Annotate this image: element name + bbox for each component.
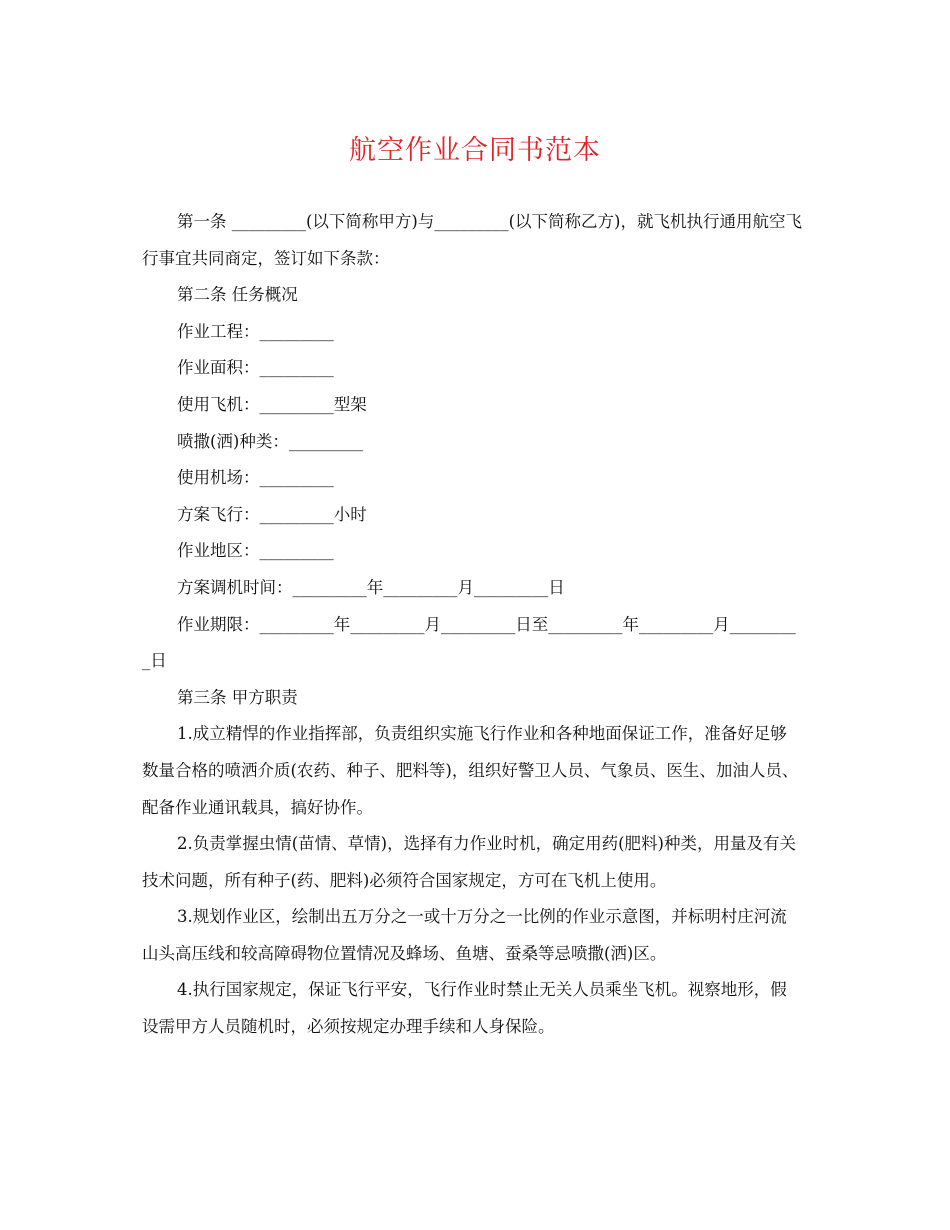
field-aircraft: 使用飞机：_________型架 <box>177 394 367 414</box>
duty-item-2: 2.负责掌握虫情(苗情、草情)，选择有力作业时机，确定用药(肥料)种类，用量及有关技术问题，所有种子(药、肥料)必须符合国家规定，方可在飞机上使用。 <box>142 834 796 890</box>
field-airport: 使用机场：_________ <box>177 468 334 488</box>
field-spray-type: 喷撒(洒)种类：_________ <box>177 431 364 451</box>
document-body <box>142 204 802 1046</box>
duty-item-3: 3.规划作业区，绘制出五万分之一或十万分之一比例的作业示意图，并标明村庄河流山头高压线和较高障碍物位置情况及蜂场、鱼塘、蚕桑等忌喷撒(洒)区。 <box>142 907 787 963</box>
clause-3-heading: 第三条 甲方职责 <box>177 687 298 707</box>
duty-item-4: 4.执行国家规定，保证飞行平安，飞行作业时禁止无关人员乘坐飞机。视察地形，假设需甲方人员随机时，必须按规定办理手续和人身保险。 <box>142 980 787 1037</box>
field-area: 作业面积：_________ <box>177 358 334 378</box>
field-project: 作业工程：_________ <box>177 321 334 341</box>
field-dispatch-time: 方案调机时间：_________年_________月_________日 <box>177 577 565 597</box>
field-region: 作业地区：_________ <box>177 541 334 561</box>
field-period: 作业期限：_________年_________月_________日至_________年_________月_________日 <box>142 614 796 671</box>
duty-item-1: 1.成立精悍的作业指挥部，负责组织实施飞行作业和各种地面保证工作，准备好足够数量合格的喷洒介质(农药、种子、肥料等)，组织好警卫人员、气象员、医生、加油人员、配备作业通讯载具，搞好协作。 <box>142 724 799 817</box>
clause-2-heading: 第二条 任务概况 <box>177 285 298 305</box>
field-flight-hours: 方案飞行：_________小时 <box>177 504 367 524</box>
clause-1-paragraph: 第一条 _________(以下简称甲方)与_________(以下简称乙方)，就飞机执行通用航空飞行事宜共同商定，签订如下条款： <box>142 212 802 268</box>
document-title: 航空作业合同书范本 <box>349 135 601 166</box>
